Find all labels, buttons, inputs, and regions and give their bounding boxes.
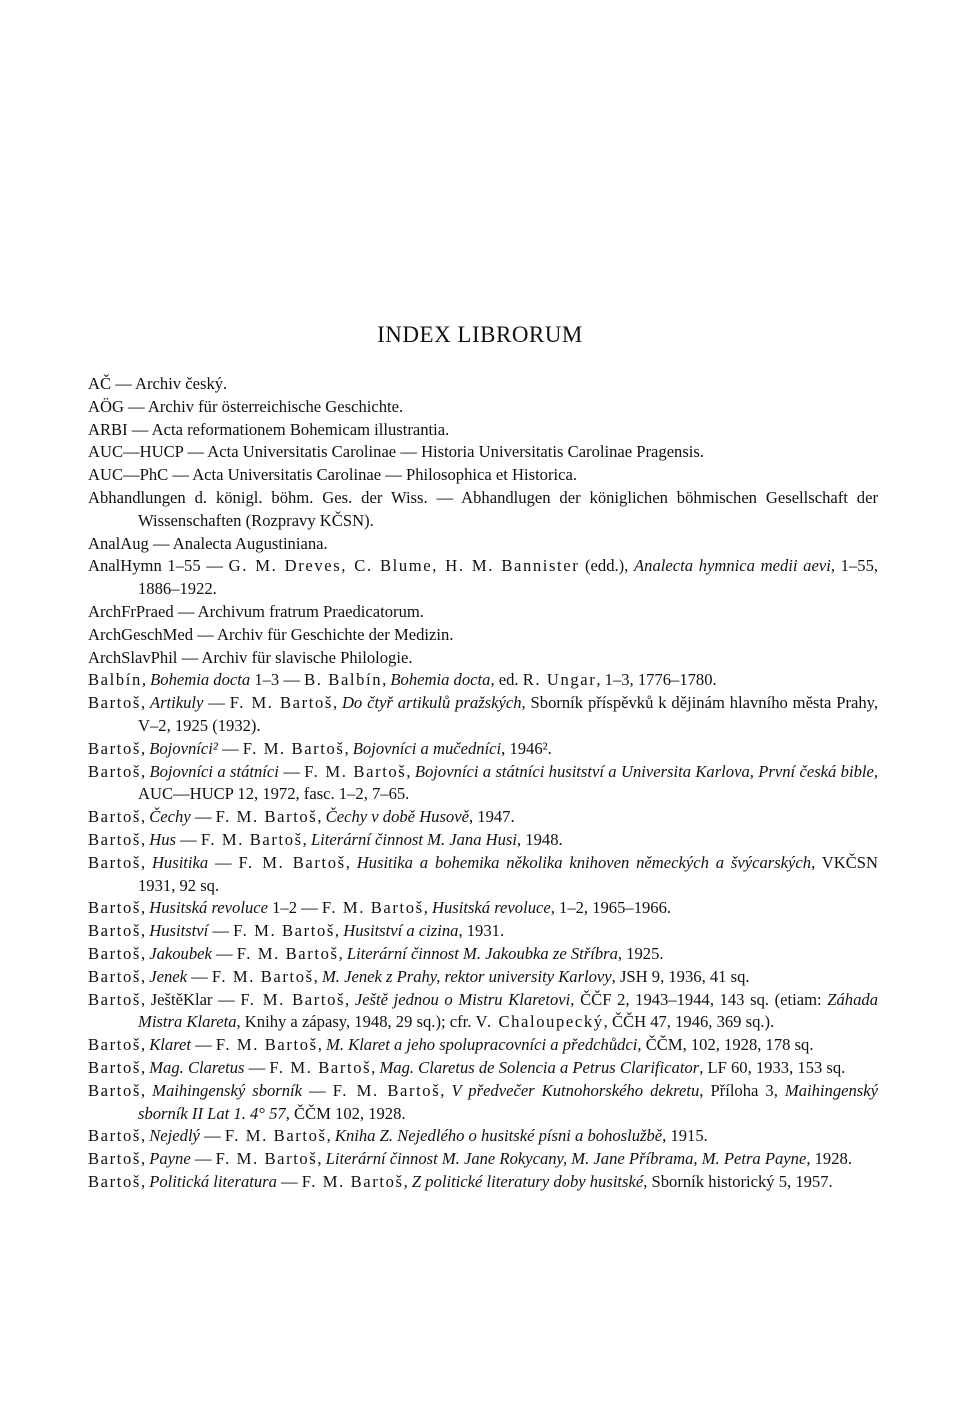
index-entry bbox=[88, 852, 878, 898]
entry-text: , VKČSN 1931, 92 sq. bbox=[138, 852, 879, 895]
entry-author-text: F. M. Bartoš bbox=[242, 738, 345, 758]
entry-text: — bbox=[187, 966, 212, 986]
entry-text: — bbox=[190, 807, 216, 827]
entry-text: — bbox=[208, 921, 234, 941]
entry-text: , Knihy a zápasy, 1948, 29 sq.); cfr. bbox=[236, 1012, 476, 1032]
entry-text: , ČČM 102, 1928. bbox=[285, 1103, 406, 1123]
entry-author-text: Bartoš bbox=[88, 1149, 141, 1169]
entry-text: , bbox=[345, 989, 355, 1009]
entry-title-text: Kniha Z. Nejedlého o husitské písni a bohoslužbě bbox=[334, 1126, 663, 1146]
index-entry bbox=[88, 1171, 878, 1194]
index-list bbox=[88, 373, 878, 1194]
index-entry bbox=[88, 829, 878, 852]
entry-author-text: F. M. Bartoš bbox=[233, 921, 335, 941]
entry-title-text: Nejedlý bbox=[149, 1126, 200, 1146]
entry-title-text: Jenek bbox=[149, 966, 187, 986]
entry-text: , bbox=[406, 761, 415, 781]
entry-text: , bbox=[317, 807, 326, 827]
entry-text: , bbox=[140, 1035, 150, 1055]
entry-text: — bbox=[208, 852, 239, 872]
entry-text: , 1915. bbox=[662, 1126, 708, 1146]
entry-author-text: F. M. Bartoš bbox=[215, 1035, 318, 1055]
entry-title-text: Literární činnost M. Jakoubka ze Stříbra bbox=[346, 943, 618, 963]
entry-text: — bbox=[199, 1126, 225, 1146]
index-entry bbox=[88, 1080, 878, 1126]
entry-text: — bbox=[276, 1171, 302, 1191]
entry-text: AnalHymn 1–55 — bbox=[88, 556, 229, 576]
index-entry bbox=[88, 373, 878, 396]
entry-text: , 1931. bbox=[458, 921, 505, 941]
entry-text: , JeštěKlar — bbox=[140, 989, 241, 1009]
entry-author-text: Bartoš bbox=[88, 898, 141, 918]
entry-text: — bbox=[190, 1149, 216, 1169]
entry-text: 1–3 — bbox=[250, 670, 305, 690]
entry-author-text: Bartoš bbox=[88, 761, 141, 781]
entry-author-text: F. M. Bartoš bbox=[236, 943, 339, 963]
entry-author-text: Bartoš bbox=[88, 1080, 141, 1100]
entry-title-text: Hus bbox=[149, 829, 176, 849]
entry-title-text: Politická literatura bbox=[149, 1171, 277, 1191]
entry-text: , 1925. bbox=[617, 943, 664, 963]
index-entry bbox=[88, 1034, 878, 1057]
entry-title-text: Bojovníci a mučedníci bbox=[352, 738, 502, 758]
entry-text: ArchFrPraed — Archivum fratrum Praedicatorum. bbox=[88, 601, 424, 621]
entry-text: , bbox=[140, 761, 150, 781]
entry-text: , bbox=[382, 670, 391, 690]
entry-title-text: Husitská revoluce bbox=[149, 898, 268, 918]
entry-text: , bbox=[140, 1080, 153, 1100]
index-entry bbox=[88, 943, 878, 966]
entry-title-text: Čechy v době Husově bbox=[325, 807, 469, 827]
entry-text: AUC—PhC — Acta Universitatis Carolinae — Philosophica et Historica. bbox=[88, 465, 577, 485]
index-entry bbox=[88, 1125, 878, 1148]
entry-text: , bbox=[140, 693, 150, 713]
entry-text: , bbox=[317, 1035, 326, 1055]
entry-author-text: F. M. Bartoš bbox=[224, 1126, 327, 1146]
entry-text: — bbox=[175, 829, 201, 849]
page-title: INDEX LIBRORUM bbox=[377, 322, 583, 347]
entry-author-text: Bartoš bbox=[88, 1057, 141, 1077]
entry-author-text: Bartoš bbox=[88, 693, 141, 713]
index-entry bbox=[88, 1148, 878, 1171]
entry-text: , AUC—HUCP 12, 1972, fasc. 1–2, 7–65. bbox=[138, 761, 878, 804]
entry-text: — bbox=[191, 1035, 216, 1055]
entry-text: , ed. bbox=[490, 670, 523, 690]
entry-text: , LF 60, 1933, 153 sq. bbox=[699, 1057, 846, 1077]
entry-text: Abhandlungen d. königl. böhm. Ges. der Wiss. — Abhandlugen der königlichen böhmischen Gesellschaft der Wissenschaften (Rozpravy KČSN). bbox=[88, 487, 878, 530]
index-entry bbox=[88, 897, 878, 920]
index-entry bbox=[88, 966, 878, 989]
entry-text: , bbox=[403, 1171, 412, 1191]
entry-text: , bbox=[140, 738, 150, 758]
entry-text: , bbox=[140, 852, 152, 872]
entry-title-text: Bohemia docta bbox=[390, 670, 491, 690]
entry-author-text: F. M. Bartoš bbox=[269, 1057, 372, 1077]
entry-text: , JSH 9, 1936, 41 sq. bbox=[611, 966, 750, 986]
entry-author-text: Bartoš bbox=[88, 852, 141, 872]
entry-text: , ČČM, 102, 1928, 178 sq. bbox=[637, 1035, 814, 1055]
entry-author-text: Balbín bbox=[88, 670, 142, 690]
entry-text: , bbox=[140, 1171, 150, 1191]
entry-text: , bbox=[440, 1080, 452, 1100]
entry-author-text: F. M. Bartoš bbox=[301, 1171, 404, 1191]
entry-text: — bbox=[211, 943, 237, 963]
entry-text: , bbox=[345, 852, 357, 872]
index-entry bbox=[88, 669, 878, 692]
entry-author-text: Bartoš bbox=[88, 966, 141, 986]
entry-title-text: Bojovníci² bbox=[149, 738, 218, 758]
entry-text: , bbox=[141, 670, 151, 690]
entry-text: , bbox=[140, 921, 150, 941]
entry-text: , bbox=[334, 921, 344, 941]
entry-author-text: F. M. Bartoš bbox=[229, 693, 333, 713]
entry-text: 1–2 — bbox=[267, 898, 322, 918]
entry-text: , 1946². bbox=[501, 738, 552, 758]
entry-text: AnalAug — Analecta Augustiniana. bbox=[88, 533, 328, 553]
entry-text: , bbox=[332, 693, 342, 713]
entry-title-text: Jakoubek bbox=[149, 943, 212, 963]
entry-text: , Sborník příspěvků k dějinám hlavního města Prahy, V–2, 1925 (1932). bbox=[138, 693, 879, 735]
entry-title-text: Klaret bbox=[149, 1035, 192, 1055]
entry-text: , ČČF 2, 1943–1944, 143 sq. (etiam: bbox=[570, 989, 828, 1009]
entry-text: ARBI — Acta reformationem Bohemicam illustrantia. bbox=[88, 419, 450, 439]
entry-text: — bbox=[217, 738, 243, 758]
entry-author-text: F. M. Bartoš bbox=[332, 1080, 441, 1100]
entry-author-text: F. M. Bartoš bbox=[304, 761, 407, 781]
index-entry bbox=[88, 396, 878, 419]
entry-title-text: Mag. Claretus bbox=[149, 1057, 245, 1077]
entry-author-text: F. M. Bartoš bbox=[215, 1149, 318, 1169]
index-entry bbox=[88, 419, 878, 442]
index-entry bbox=[88, 555, 878, 601]
entry-title-text: Záhada Mistra Klareta bbox=[138, 989, 878, 1032]
entry-text: , 1928. bbox=[806, 1149, 852, 1169]
entry-title-text: Husitika bbox=[151, 852, 209, 872]
entry-text: , 1948. bbox=[517, 829, 563, 849]
index-entry bbox=[88, 624, 878, 647]
entry-author-text: Bartoš bbox=[88, 943, 141, 963]
entry-text: ArchGeschMed — Archiv für Geschichte der Medizin. bbox=[88, 624, 454, 644]
entry-text: , 1–2, 1965–1966. bbox=[550, 898, 672, 918]
entry-author-text: R. Ungar bbox=[522, 670, 597, 690]
entry-author-text: F. M. Bartoš bbox=[200, 829, 303, 849]
entry-author-text: B. Balbín bbox=[304, 670, 383, 690]
entry-title-text: Bohemia docta bbox=[150, 670, 251, 690]
index-entry bbox=[88, 647, 878, 670]
entry-title-text: Z politické literatury doby husitské bbox=[411, 1171, 644, 1191]
entry-text: , bbox=[371, 1057, 380, 1077]
entry-title-text: M. Jenek z Prahy, rektor university Karlovy bbox=[321, 966, 612, 986]
entry-title-text: Husitství bbox=[149, 921, 209, 941]
entry-text: — bbox=[203, 693, 230, 713]
entry-author-text: Bartoš bbox=[88, 989, 141, 1009]
index-entry bbox=[88, 464, 878, 487]
entry-title-text: Husitství a cizina bbox=[343, 921, 459, 941]
entry-title-text: Do čtyř artikulů pražských bbox=[341, 693, 522, 713]
entry-author-text: G. M. Dreves, C. Blume, H. M. Bannister bbox=[228, 556, 580, 576]
index-entry bbox=[88, 989, 878, 1035]
index-entry bbox=[88, 1057, 878, 1080]
entry-text: , bbox=[302, 829, 311, 849]
entry-title-text: Bojovníci a státníci husitství a Universita Karlova, První česká bible bbox=[414, 761, 874, 781]
entry-text: AÖG — Archiv für österreichische Geschichte. bbox=[88, 396, 404, 416]
entry-author-text: F. M. Bartoš bbox=[211, 966, 314, 986]
index-entry bbox=[88, 533, 878, 556]
entry-text: , bbox=[344, 738, 353, 758]
index-entry bbox=[88, 806, 878, 829]
entry-text: ArchSlavPhil — Archiv für slavische Philologie. bbox=[88, 647, 413, 667]
entry-title-text: Analecta hymnica medii aevi bbox=[634, 556, 831, 576]
entry-text: , bbox=[140, 943, 150, 963]
entry-text: , 1947. bbox=[468, 807, 515, 827]
entry-text: , Příloha 3, bbox=[699, 1080, 785, 1100]
entry-text: , bbox=[140, 1149, 150, 1169]
entry-title-text: Ještě jednou o Mistru Klaretovi bbox=[354, 989, 571, 1009]
entry-text: , bbox=[326, 1126, 335, 1146]
entry-text: AUC—HUCP — Acta Universitatis Carolinae — Historia Universitatis Carolinae Pragensis. bbox=[88, 442, 705, 462]
entry-text: AČ — Archiv český. bbox=[88, 374, 228, 393]
entry-author-text: Bartoš bbox=[88, 1035, 141, 1055]
entry-title-text: Payne bbox=[149, 1149, 191, 1169]
entry-title-text: Mag. Claretus de Solencia a Petrus Clarificator bbox=[379, 1057, 700, 1077]
entry-title-text: Literární činnost M. Jana Husi bbox=[310, 829, 517, 849]
entry-text: , bbox=[313, 966, 322, 986]
entry-author-text: Bartoš bbox=[88, 1171, 141, 1191]
entry-text: — bbox=[244, 1057, 270, 1077]
entry-text: — bbox=[302, 1080, 333, 1100]
entry-text: , bbox=[140, 898, 150, 918]
entry-author-text: F. M. Bartoš bbox=[215, 807, 318, 827]
index-entry bbox=[88, 738, 878, 761]
entry-title-text: Artikuly bbox=[149, 693, 204, 713]
entry-title-text: Husitika a bohemika několika knihoven německých a švýcarských bbox=[356, 852, 812, 872]
entry-author-text: F. M. Bartoš bbox=[238, 852, 346, 872]
index-entry bbox=[88, 601, 878, 624]
entry-text: , bbox=[317, 1149, 326, 1169]
entry-author-text: Bartoš bbox=[88, 921, 141, 941]
entry-title-text: Maihingenský sborník bbox=[152, 1080, 303, 1100]
index-entry bbox=[88, 761, 878, 807]
entry-author-text: Bartoš bbox=[88, 738, 141, 758]
entry-title-text: Bojovníci a státníci bbox=[149, 761, 279, 781]
entry-author-text: Bartoš bbox=[88, 807, 141, 827]
entry-text: — bbox=[278, 761, 305, 781]
entry-text: , bbox=[140, 1057, 150, 1077]
entry-author-text: Bartoš bbox=[88, 829, 141, 849]
entry-text: , bbox=[140, 807, 150, 827]
entry-title-text: Literární činnost M. Jane Rokycany, M. Jane Příbrama, M. Petra Payne bbox=[325, 1149, 807, 1169]
entry-title-text: V předvečer Kutnohorského dekretu bbox=[451, 1080, 700, 1100]
entry-text: , bbox=[338, 943, 347, 963]
entry-text: , bbox=[423, 898, 432, 918]
index-entry bbox=[88, 487, 878, 533]
index-entry bbox=[88, 441, 878, 464]
entry-text: , ČČH 47, 1946, 369 sq.). bbox=[603, 1012, 775, 1032]
entry-text: , Sborník historický 5, 1957. bbox=[643, 1171, 833, 1191]
entry-text: , bbox=[140, 1126, 150, 1146]
entry-text: (edd.), bbox=[579, 556, 635, 576]
entry-title-text: Čechy bbox=[149, 807, 191, 827]
entry-text: , 1–3, 1776–1780. bbox=[596, 670, 717, 690]
entry-title-text: Maihingenský sborník II Lat 1. 4° 57 bbox=[138, 1080, 878, 1123]
entry-author-text: F. M. Bartoš bbox=[240, 989, 346, 1009]
entry-text: , bbox=[140, 829, 150, 849]
entry-author-text: V. Chaloupecký bbox=[475, 1012, 604, 1032]
index-entry bbox=[88, 920, 878, 943]
index-entry bbox=[88, 692, 878, 738]
entry-title-text: Husitská revoluce bbox=[431, 898, 551, 918]
entry-title-text: M. Klaret a jeho spolupracovníci a předchůdci bbox=[326, 1035, 638, 1055]
entry-text: , bbox=[140, 966, 150, 986]
entry-author-text: F. M. Bartoš bbox=[321, 898, 424, 918]
entry-text: , 1–55, 1886–1922. bbox=[138, 556, 879, 599]
entry-author-text: Bartoš bbox=[88, 1126, 141, 1146]
